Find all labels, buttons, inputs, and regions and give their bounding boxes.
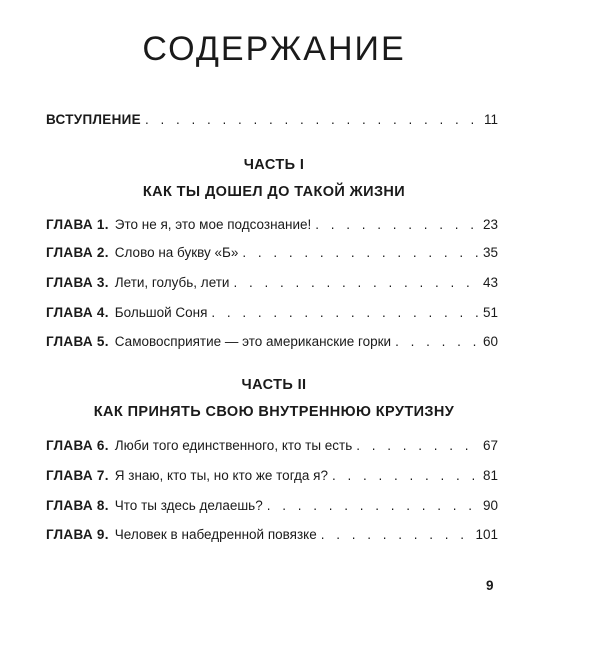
chapter-title: Лети, голубь, лети xyxy=(114,275,230,290)
chapter-label: ГЛАВА 6. xyxy=(46,438,109,453)
page-number: 101 xyxy=(475,527,498,542)
toc-entry-chapter-2[interactable] xyxy=(46,245,498,260)
leader-dots xyxy=(145,112,480,127)
toc-entry-chapter-7[interactable] xyxy=(46,468,498,483)
toc-entry-chapter-3[interactable] xyxy=(46,275,498,290)
leader-dots xyxy=(356,438,479,453)
part-1-title: КАК ТЫ ДОШЕЛ ДО ТАКОЙ ЖИЗНИ xyxy=(142,184,406,200)
toc-entry-chapter-8[interactable] xyxy=(46,498,498,513)
chapter-title: Самовосприятие — это американские горки xyxy=(114,334,392,349)
toc-entry-chapter-1[interactable] xyxy=(46,217,498,232)
toc-entry-chapter-9[interactable] xyxy=(46,527,498,542)
page-number: 67 xyxy=(482,438,498,453)
chapter-title: Большой Соня xyxy=(114,305,208,320)
toc-entry-chapter-4[interactable] xyxy=(46,305,498,320)
part-2-label: ЧАСТЬ II xyxy=(241,377,307,393)
chapter-label: ГЛАВА 2. xyxy=(46,245,109,260)
chapter-title: Что ты здесь делаешь? xyxy=(114,498,263,513)
chapter-label: ГЛАВА 7. xyxy=(46,468,109,483)
page-number: 43 xyxy=(482,275,498,290)
chapter-label: ГЛАВА 3. xyxy=(46,275,109,290)
leader-dots xyxy=(267,498,479,513)
leader-dots xyxy=(321,527,472,542)
toc-entry-intro[interactable] xyxy=(46,112,498,127)
leader-dots xyxy=(233,275,478,290)
page-number: 90 xyxy=(482,498,498,513)
page-number: 11 xyxy=(483,112,498,127)
leader-dots xyxy=(332,468,479,483)
page-number: 60 xyxy=(482,334,498,349)
page-number: 35 xyxy=(482,245,498,260)
leader-dots xyxy=(315,217,479,232)
chapter-label: ГЛАВА 1. xyxy=(46,217,109,232)
chapter-label: ГЛАВА 4. xyxy=(46,305,109,320)
footer-page-number: 9 xyxy=(486,578,494,593)
chapter-title: Я знаю, кто ты, но кто же тогда я? xyxy=(114,468,328,483)
toc-entry-chapter-6[interactable] xyxy=(46,438,498,453)
toc-entry-chapter-5[interactable] xyxy=(46,334,498,349)
chapter-title: Человек в набедренной повязке xyxy=(114,527,317,542)
page-number: 23 xyxy=(482,217,498,232)
chapter-label: ГЛАВА 9. xyxy=(46,527,109,542)
leader-dots xyxy=(211,305,479,320)
page-title: СОДЕРЖАНИЕ xyxy=(142,30,406,68)
chapter-title: Это не я, это мое подсознание! xyxy=(114,217,312,232)
chapter-title: Люби того единственного, кто ты есть xyxy=(114,438,353,453)
part-1-label: ЧАСТЬ I xyxy=(243,157,305,173)
chapter-label: ГЛАВА 5. xyxy=(46,334,109,349)
page-number: 81 xyxy=(482,468,498,483)
chapter-label: ГЛАВА 8. xyxy=(46,498,109,513)
part-2-title: КАК ПРИНЯТЬ СВОЮ ВНУТРЕННЮЮ КРУТИЗНУ xyxy=(93,404,455,420)
intro-label: ВСТУПЛЕНИЕ xyxy=(46,112,141,127)
leader-dots xyxy=(395,334,479,349)
chapter-title: Слово на букву «Б» xyxy=(114,245,239,260)
page-number: 51 xyxy=(482,305,498,320)
leader-dots xyxy=(242,245,479,260)
